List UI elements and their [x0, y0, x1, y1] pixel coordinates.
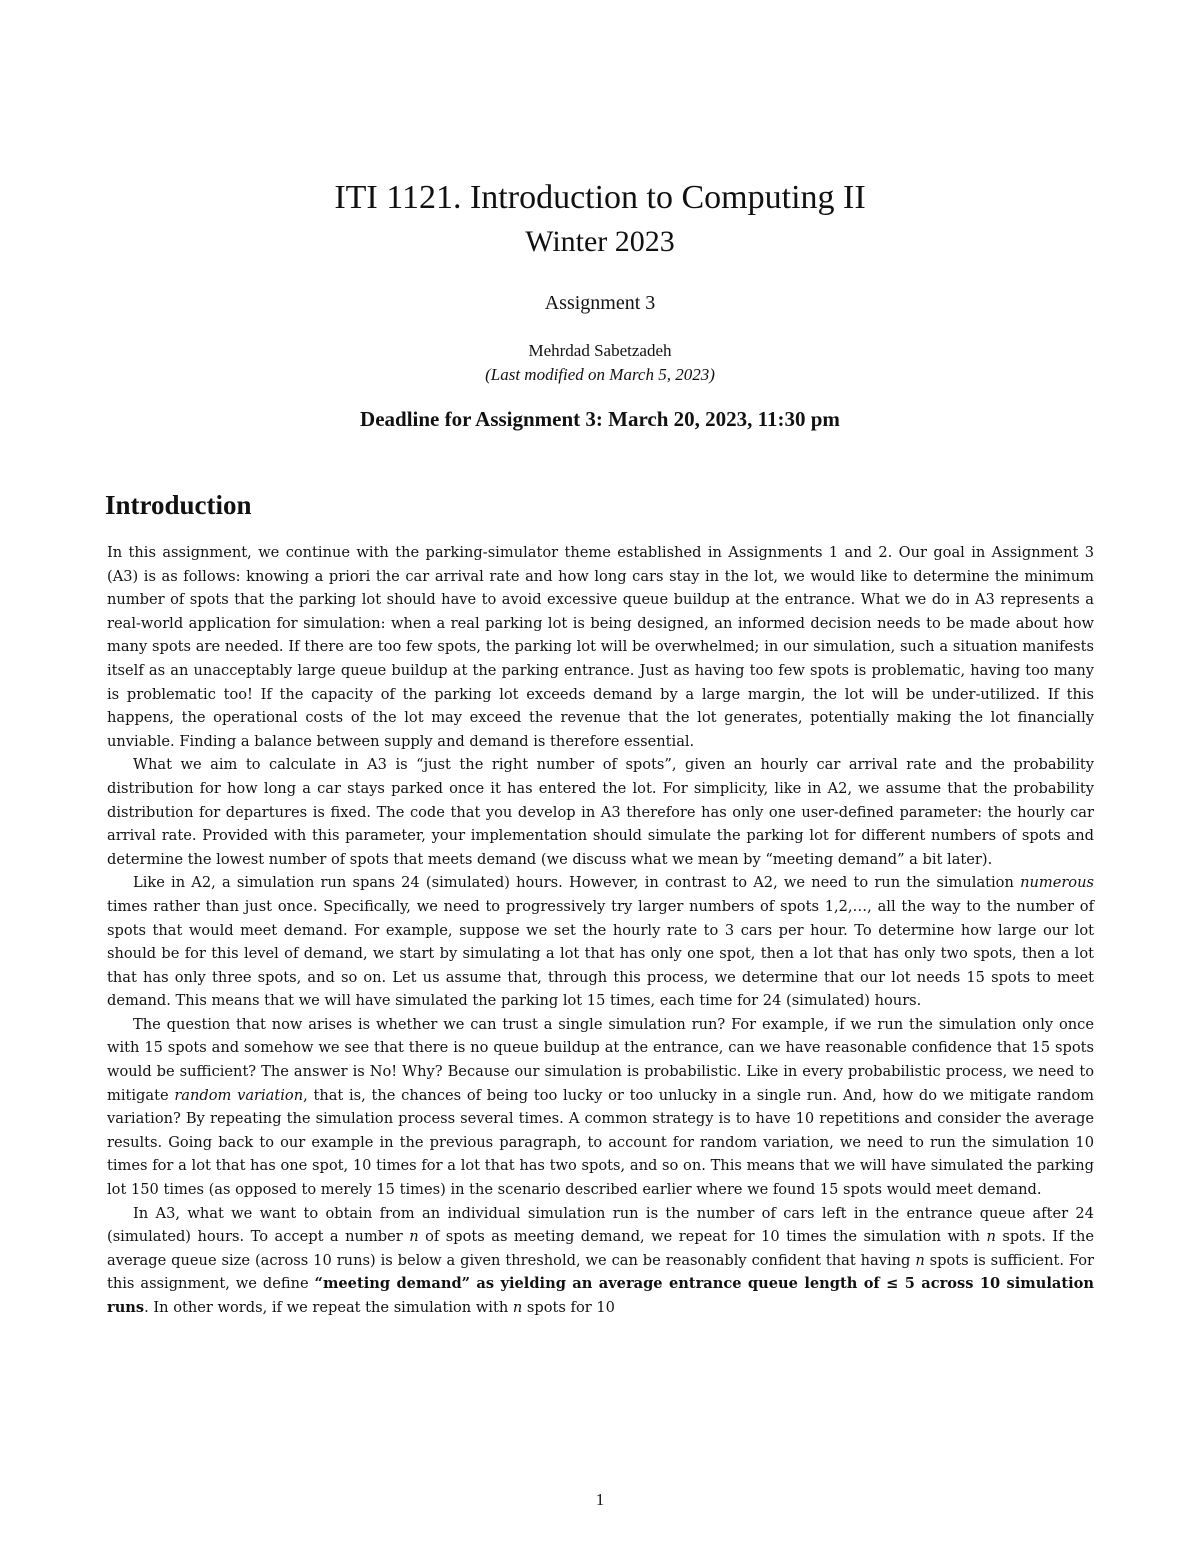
- text-span: , that is, the chances of being too lucky or too unlucky in a single run. And, how do we mitigate random variation? By repeating the simulation process several times. A common strategy is to have 10 repetitions and consider the average results. Going back to our example in the previous paragraph, to account for random variation, we need to run the simulation 10 times for a lot that has one spot, 10 times for a lot that has two spots, and so on. This means that we will have simulated the parking lot 150 times (as opposed to merely 15 times) in the scenario described earlier where we found 15 spots would meet demand.: [107, 1086, 1094, 1199]
- text-span: The question that now arises is whether we can trust a single simulation run? For example, if we run the simulation only once with 15 spots and somehow we see that there is no queue buildup at the entrance, can we have reasonable confidence that 15 spots would be sufficient? The answer is No! Why? Because our simulation is probabilistic. Like in every probabilistic process, we need to mitigate: [107, 1015, 1094, 1104]
- text-span: In A3, what we want to obtain from an individual simulation run is the number of cars left in the entrance queue after 24 (simulated) hours. To accept a number: [107, 1204, 1094, 1246]
- deadline: Deadline for Assignment 3: March 20, 2023, 11:30 pm: [360, 407, 840, 431]
- math-n: n: [409, 1228, 419, 1246]
- text-span: times rather than just once. Specifically, we need to progressively try larger numbers of spots 1,2,…, all the way to the number of spots that would meet demand. For example, suppose we set the hourly rate to 3 cars per hour. To determine how large our lot should be for this level of demand, we start by simulating a lot that has only one spot, then a lot that has only two spots, then a lot that has only three spots, and so on. Let us assume that, through this process, we determine that our lot needs 15 spots to meet demand. This means that we will have simulated the parking lot 15 times, each time for 24 (simulated) hours.: [107, 897, 1094, 1010]
- paragraph-2: What we aim to calculate in A3 is “just the right number of spots”, given an hourly car arrival rate and the probability distribution for how long a car stays parked once it has entered the lot. For simplicity, like in A2, we assume that the probability distribution for departures is fixed. The code that you develop in A3 therefore has only one user-defined parameter: the hourly car arrival rate. Provided with this parameter, your implementation should simulate the parking lot for different numbers of spots and determine the lowest number of spots that meets demand (we discuss what we mean by “meeting demand” a bit later).: [107, 756, 1094, 868]
- text-span: spots for 10: [522, 1299, 615, 1316]
- math-n: n: [512, 1299, 523, 1316]
- section-heading: Introduction: [105, 490, 252, 520]
- emphasis: random variation: [174, 1086, 304, 1104]
- page-number: 1: [595, 1490, 605, 1509]
- course-title: ITI 1121. Introduction to Computing II: [334, 179, 866, 216]
- body-text: [107, 541, 1094, 1320]
- title-block: [0, 176, 1200, 432]
- math-n: n: [986, 1228, 996, 1246]
- math-n: n: [915, 1251, 925, 1269]
- definition-bold: “meeting demand” as yielding an average entrance queue length of ≤ 5 across 10 simulation runs: [107, 1275, 1094, 1316]
- paragraph-3: [107, 871, 1094, 1013]
- last-modified: (Last modified on March 5, 2023): [485, 365, 715, 384]
- text-span: spots. If the average queue size (across 10 runs) is below a given threshold, we can be reasonably confident that having: [107, 1228, 1094, 1269]
- author: Mehrdad Sabetzadeh: [528, 341, 672, 360]
- emphasis: numerous: [1020, 874, 1094, 892]
- term: Winter 2023: [525, 225, 675, 258]
- text-span: spots is sufficient. For this assignment, we define: [107, 1251, 1094, 1293]
- paragraph-5: [107, 1202, 1094, 1320]
- text-span: of spots as meeting demand, we repeat for 10 times the simulation with: [418, 1228, 987, 1246]
- assignment-label: Assignment 3: [544, 292, 656, 314]
- paragraph-4: [107, 1013, 1094, 1202]
- text-span: . In other words, if we repeat the simulation with: [144, 1299, 513, 1316]
- paragraph-1: In this assignment, we continue with the parking-simulator theme established in Assignments 1 and 2. Our goal in Assignment 3 (A3) is as follows: knowing a priori the car arrival rate and how long cars stay in the lot, we would like to determine the minimum number of spots that the parking lot should have to avoid excessive queue buildup at the entrance. What we do in A3 represents a real-world application for simulation: when a real parking lot is being designed, an informed decision needs to be made about how many spots are needed. If there are too few spots, the parking lot will be overwhelmed; in our simulation, such a situation manifests itself as an unacceptably large queue buildup at the parking entrance. Just as having too few spots is problematic, having too many is problematic too! If the capacity of the parking lot exceeds demand by a large margin, the lot will be under-utilized. If this happens, the operational costs of the lot may exceed the revenue that the lot generates, potentially making the lot financially unviable. Finding a balance between supply and demand is therefore essential.: [107, 544, 1094, 750]
- text-span: Like in A2, a simulation run spans 24 (simulated) hours. However, in contrast to A2, we need to run the simulation: [133, 874, 1021, 892]
